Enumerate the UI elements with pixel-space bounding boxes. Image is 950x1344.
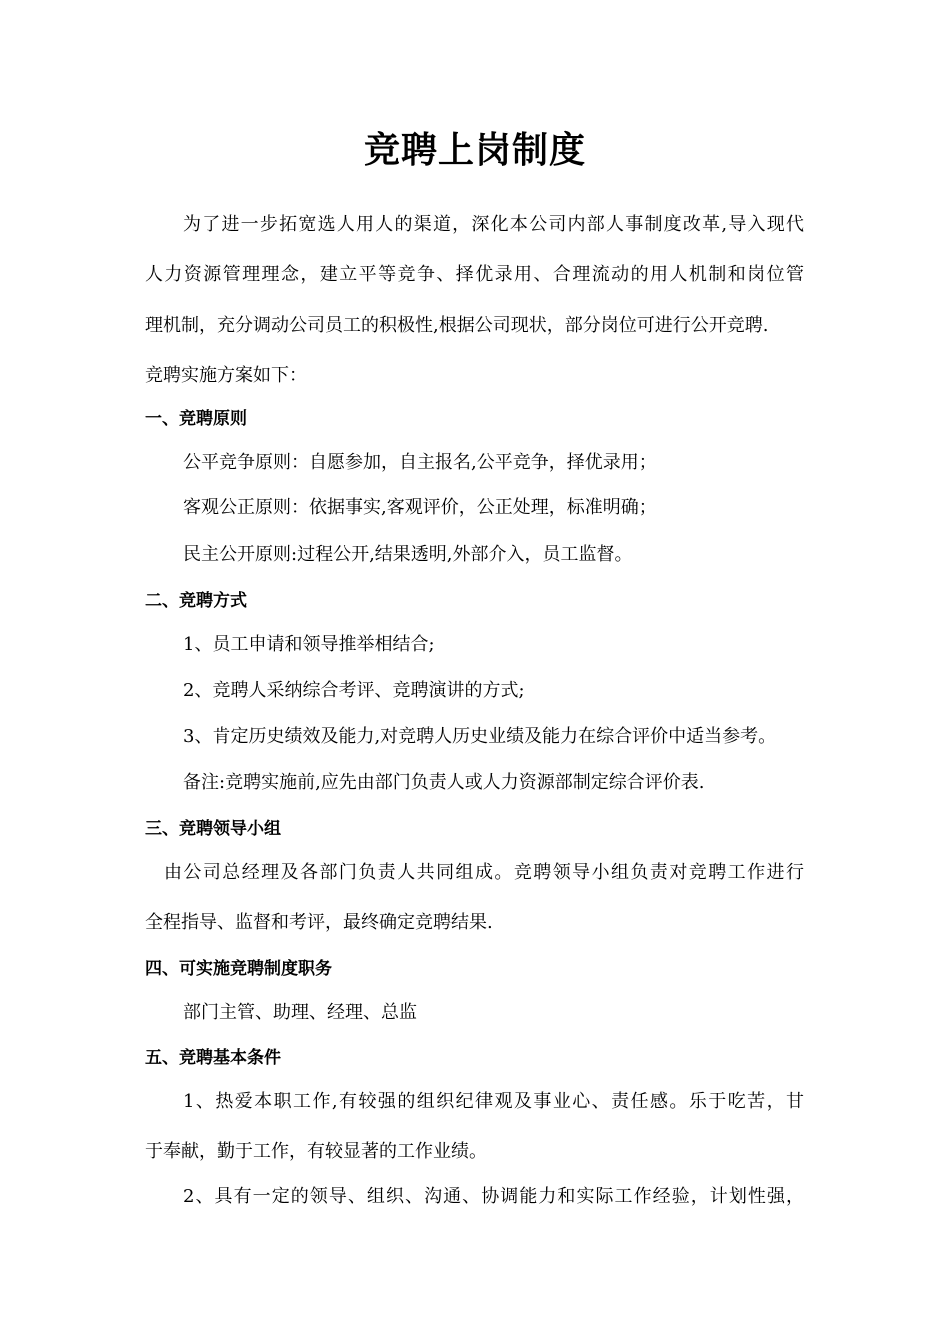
- leadership-line-1: 由公司总经理及各部门负责人共同组成。竞聘领导小组负责对竞聘工作进行: [164, 862, 804, 883]
- section-heading-leadership-group: 三、竞聘领导小组: [145, 819, 281, 839]
- section-heading-positions: 四、可实施竞聘制度职务: [145, 959, 332, 979]
- document-title: 竞聘上岗制度: [363, 129, 586, 171]
- principle-item: 民主公开原则:过程公开,结果透明,外部介入，员工监督。: [183, 544, 633, 565]
- method-item: 2、竞聘人采纳综合考评、竞聘演讲的方式;: [183, 680, 525, 701]
- condition-line-2: 于奉献，勤于工作，有较显著的工作业绩。: [145, 1141, 487, 1162]
- principle-item: 公平竞争原则：自愿参加，自主报名,公平竞争，择优录用；: [183, 452, 657, 473]
- intro-line-4: 竞聘实施方案如下：: [145, 365, 307, 386]
- section-heading-principles: 一、竞聘原则: [145, 409, 247, 429]
- condition-line-1: 1、热爱本职工作,有较强的组织纪律观及事业心、责任感。乐于吃苦，甘: [183, 1091, 804, 1112]
- intro-line-1: 为了进一步拓宽选人用人的渠道，深化本公司内部人事制度改革,导入现代: [183, 214, 804, 235]
- method-item: 1、员工申请和领导推举相结合;: [183, 634, 435, 655]
- positions-item: 部门主管、助理、经理、总监: [183, 1002, 417, 1023]
- intro-line-3: 理机制，充分调动公司员工的积极性,根据公司现状，部分岗位可进行公开竞聘.: [145, 315, 769, 336]
- method-item: 3、肯定历史绩效及能力,对竞聘人历史业绩及能力在综合评价中适当参考。: [183, 726, 777, 747]
- condition-line-3: 2、具有一定的领导、组织、沟通、协调能力和实际工作经验，计划性强，: [183, 1186, 804, 1207]
- leadership-line-2: 全程指导、监督和考评，最终确定竞聘结果.: [145, 912, 493, 933]
- principle-item: 客观公正原则：依据事实,客观评价，公正处理，标准明确；: [183, 497, 657, 518]
- method-note: 备注:竞聘实施前,应先由部门负责人或人力资源部制定综合评价表.: [183, 772, 705, 793]
- section-heading-methods: 二、竞聘方式: [145, 591, 247, 611]
- intro-line-2: 人力资源管理理念，建立平等竞争、择优录用、合理流动的用人机制和岗位管: [145, 264, 804, 285]
- section-heading-conditions: 五、竞聘基本条件: [145, 1048, 281, 1068]
